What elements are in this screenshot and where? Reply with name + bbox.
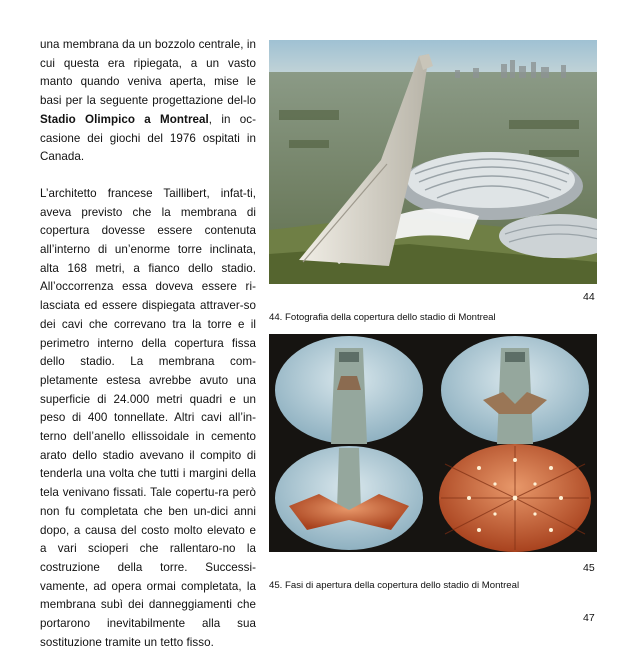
stadium-photo-illustration (269, 40, 597, 284)
opening-stages-illustration (269, 334, 597, 552)
stadium-name-bold: Stadio Olimpico a Montreal (40, 112, 209, 126)
paragraph-1 (40, 36, 256, 167)
page-number: 47 (583, 612, 595, 624)
figure-45-number: 45 (583, 562, 595, 574)
paragraph-2: L’architetto francese Taillibert, infat-ti, aveva previsto che la membrana di copertura dovesse essere contenuta all’interno di un’enorme torre inclinata, alta 168 metri, a fianco dello stadio. All’occorrenza essa doveva essere ri-lasciata ed essere dispiegata attraver-so dei cavi che correvano tra la torre e il perimetro interno della copertura fissa dello stadio. La membrana com-pletamente estesa avrebbe avuto una superficie di 24.000 metri quadri e un peso di 400 tonnellate. Altri cavi all’in-terno dell’anello ellissoidale in cemento arato dello stadio avevano il compito di tenderla una volta che tutti i margini della tela venivano fissati. Tale copertu-ra però non fu completata che ben un-dici anni dopo, a causa del costo molto elevato e a vari scioperi che rallentaro-no la costruzione della torre. Successi-vamente, ad opera ormai completata, la membrana subì dei danneggiamenti che portarono inevitabilmente alla sua sostituzione tramite un tetto fisso. (40, 186, 256, 649)
figure-44-stadium-photo (269, 40, 597, 284)
figure-45-caption: 45. Fasi di apertura della copertura dello stadio di Montreal (269, 580, 520, 591)
figure-44-caption: 44. Fotografia della copertura dello stadio di Montreal (269, 312, 496, 323)
figure-44-number: 44 (583, 291, 595, 303)
figure-45-opening-stages (269, 334, 597, 552)
paragraph-1-text-end: , in oc-casione dei giochi del 1976 ospitati in Canada. (40, 112, 256, 164)
body-text-column (40, 36, 256, 653)
paragraph-1-text: una membrana da un bozzolo centrale, in cui questa era ripiegata, a un vasto manto quando veniva aperta, mise le basi per la seguente progettazione del-lo (40, 38, 256, 108)
